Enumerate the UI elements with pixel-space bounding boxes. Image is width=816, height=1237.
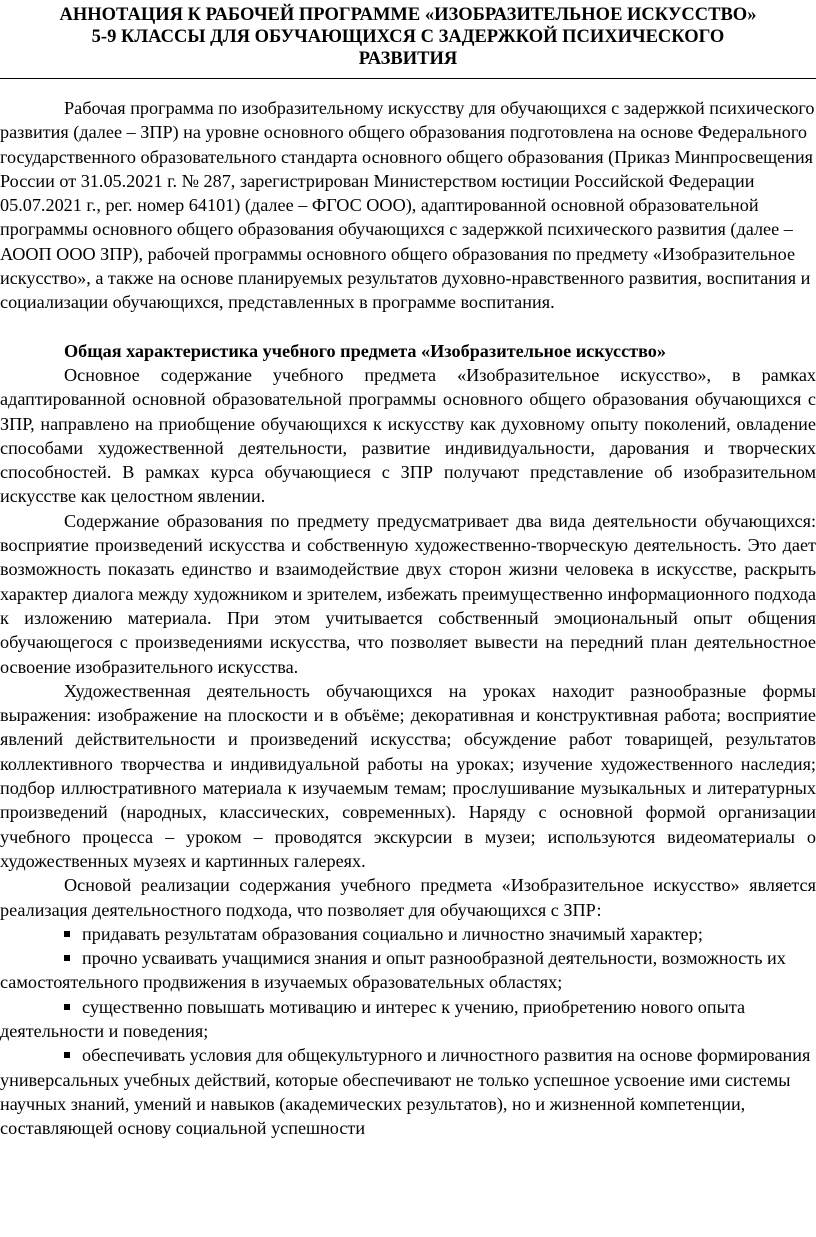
bullet-text: придавать результатам образования социально и личностно значимый характер; [82, 923, 703, 944]
paragraph-2: Содержание образования по предмету предусматривает два вида деятельности обучающихся: восприятие произведений искусства и собственную художественно-творческую деятельность. Это дает возможность показать единство и взаимодействие двух сторон жизни человека в искусстве, раскрыть характер диалога между художником и зрителем, избежать преимущественно информационного подхода к изложению материала. При этом учитывается собственный эмоциональный опыт общения обучающегося с произведениями искусства, что позволяет вывести на передний план деятельностное освоение изобразительного искусства. [0, 510, 816, 677]
section-heading: Общая характеристика учебного предмета «Изобразительное искусство» [64, 340, 666, 361]
title-line-2: 5-9 КЛАССЫ ДЛЯ ОБУЧАЮЩИХСЯ С ЗАДЕРЖКОЙ ПСИХИЧЕСКОГО [91, 27, 725, 47]
title-divider [0, 78, 816, 79]
bullet-item [0, 922, 816, 946]
bullet-text: существенно повышать мотивацию и интерес к учению, приобретению нового опыта деятельности и поведения; [0, 996, 746, 1041]
title-line-3: РАЗВИТИЯ [358, 49, 458, 69]
intro-paragraph: Рабочая программа по изобразительному искусству для обучающихся с задержкой психического развития (далее – ЗПР) на уровне основного общего образования подготовлена на основе Федерального государственного образовательного стандарта основного общего образования (Приказ Минпросвещения России от 31.05.2021 г. № 287, зарегистрирован Министерством юстиции Российской Федерации 05.07.2021 г., рег. номер 64101) (далее – ФГОС ООО), адаптированной основной образовательной программы основного общего образования обучающихся с задержкой психического развития (далее – АООП ООО ЗПР), рабочей программы основного общего образования по предмету «Изобразительное искусство», а также на основе планируемых результатов духовно-нравственного развития, воспитания и социализации обучающихся, представленных в программе воспитания. [0, 98, 815, 313]
bullet-text: обеспечивать условия для общекультурного и личностного развития на основе формирования универсальных учебных действий, которые обеспечивают не только успешное усвоение ими системы научных знаний, умений и навыков (академических результатов), но и жизненной компетенции, составляющей основу социальной успешности [0, 1045, 811, 1139]
bullet-item [0, 946, 816, 995]
document-body [0, 96, 816, 1140]
square-bullet-icon [64, 931, 70, 937]
square-bullet-icon [64, 1004, 70, 1010]
paragraph-3: Художественная деятельность обучающихся на уроках находит разнообразные формы выражения: изображение на плоскости и в объёме; декоративная и конструктивная работа; восприятие явлений действительности и произведений искусства; обсуждение работ товарищей, результатов коллективного творчества и индивидуальной работы на уроках; изучение художественного наследия; подбор иллюстративного материала к изучаемым темам; прослушивание музыкальных и литературных произведений (народных, классических, современных). Наряду с основной формой организации учебного процесса – уроком – проводятся экскурсии в музеи; используются видеоматериалы о художественных музеях и картинных галереях. [0, 680, 816, 871]
bullet-item [0, 1043, 816, 1140]
square-bullet-icon [64, 1052, 70, 1058]
title-line-1: АННОТАЦИЯ К РАБОЧЕЙ ПРОГРАММЕ «ИЗОБРАЗИТЕЛЬНОЕ ИСКУССТВО» [59, 5, 757, 25]
bullet-item [0, 995, 816, 1044]
square-bullet-icon [64, 955, 70, 961]
paragraph-4: Основой реализации содержания учебного предмета «Изобразительное искусство» является реализация деятельностного подхода, что позволяет для обучающихся с ЗПР: [0, 875, 816, 920]
bullet-text: прочно усваивать учащимися знания и опыт разнообразной деятельности, возможность их самостоятельного продвижения в изучаемых образовательных областях; [0, 948, 786, 993]
paragraph-1: Основное содержание учебного предмета «Изобразительное искусство», в рамках адаптированной основной образовательной программы основного общего образования обучающихся с ЗПР, направлено на приобщение обучающихся к искусству как духовному опыту поколений, овладение способами художественной деятельности, развитие индивидуальности, дарования и творческих способностей. В рамках курса обучающиеся с ЗПР получают представление об изобразительном искусстве как целостном явлении. [0, 364, 816, 507]
document-title [4, 4, 812, 70]
